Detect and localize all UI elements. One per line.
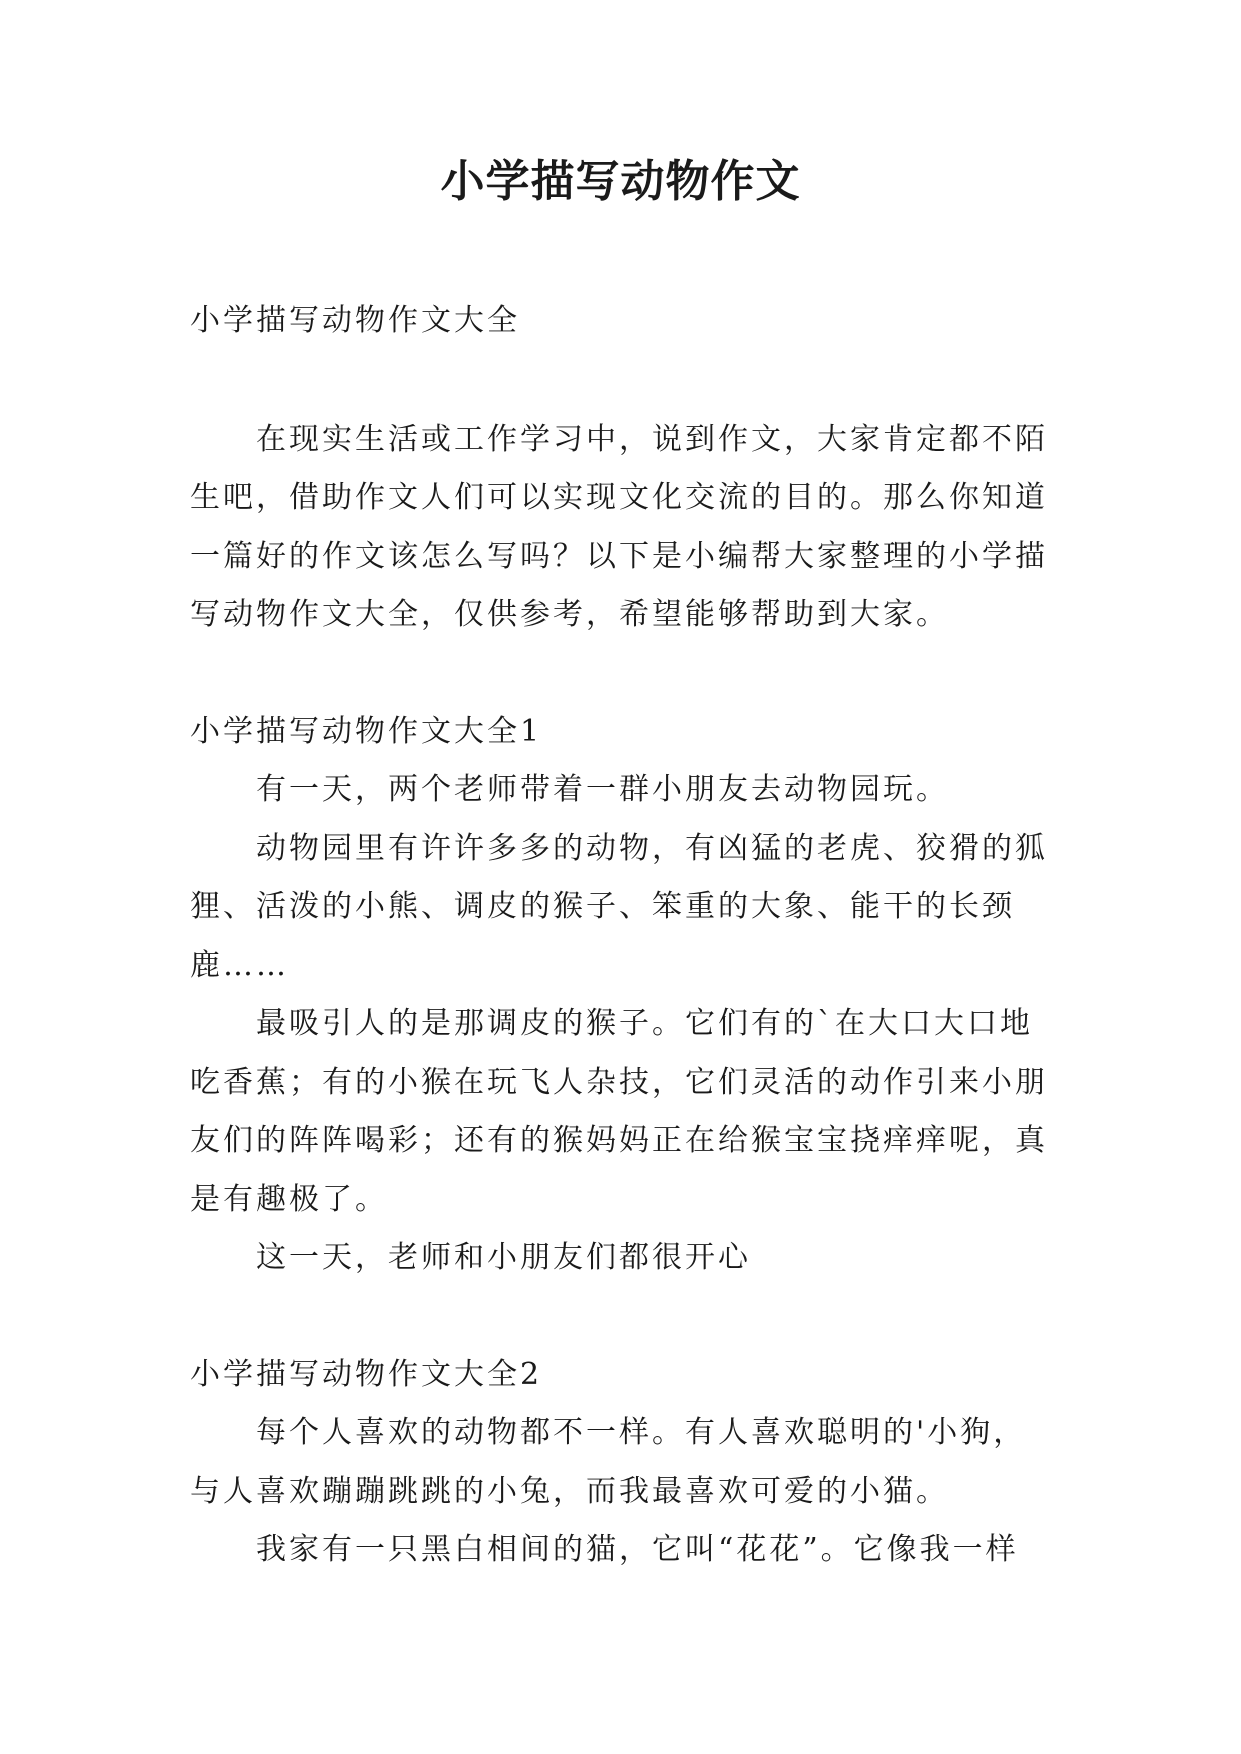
intro-paragraph: 在现实生活或工作学习中，说到作文，大家肯定都不陌生吧，借助作文人们可以实现文化交流的目的。那么你知道一篇好的作文该怎么写吗？以下是小编帮大家整理的小学描写动物作文大全，仅供参考，希望能够帮助到大家。 [190, 421, 1048, 632]
paragraph: 每个人喜欢的动物都不一样。有人喜欢聪明的'小狗，与人喜欢蹦蹦跳跳的小兔，而我最喜欢可爱的小猫。 [190, 1415, 1027, 1509]
paragraph: 动物园里有许许多多的动物，有凶猛的老虎、狡猾的狐狸、活泼的小熊、调皮的猴子、笨重的大象、能干的长颈鹿…… [190, 830, 1048, 983]
section-heading: 小学描写动物作文大全2 [190, 1356, 543, 1392]
document-subtitle: 小学描写动物作文大全 [190, 303, 520, 338]
paragraph: 这一天，老师和小朋友们都很开心 [256, 1240, 751, 1275]
paragraph: 我家有一只黑白相间的猫，它叫“花花”。它像我一样 [256, 1532, 1019, 1567]
paragraph: 有一天，两个老师带着一群小朋友去动物园玩。 [256, 772, 949, 807]
paragraph: 最吸引人的是那调皮的猴子。它们有的`在大口大口地吃香蕉；有的小猴在玩飞人杂技，它们灵活的动作引来小朋友们的阵阵喝彩；还有的猴妈妈正在给猴宝宝挠痒痒呢，真是有趣极了。 [190, 1006, 1048, 1217]
section-heading: 小学描写动物作文大全1 [190, 713, 543, 749]
document-title: 小学描写动物作文 [440, 156, 801, 207]
document-body [190, 292, 1050, 1580]
